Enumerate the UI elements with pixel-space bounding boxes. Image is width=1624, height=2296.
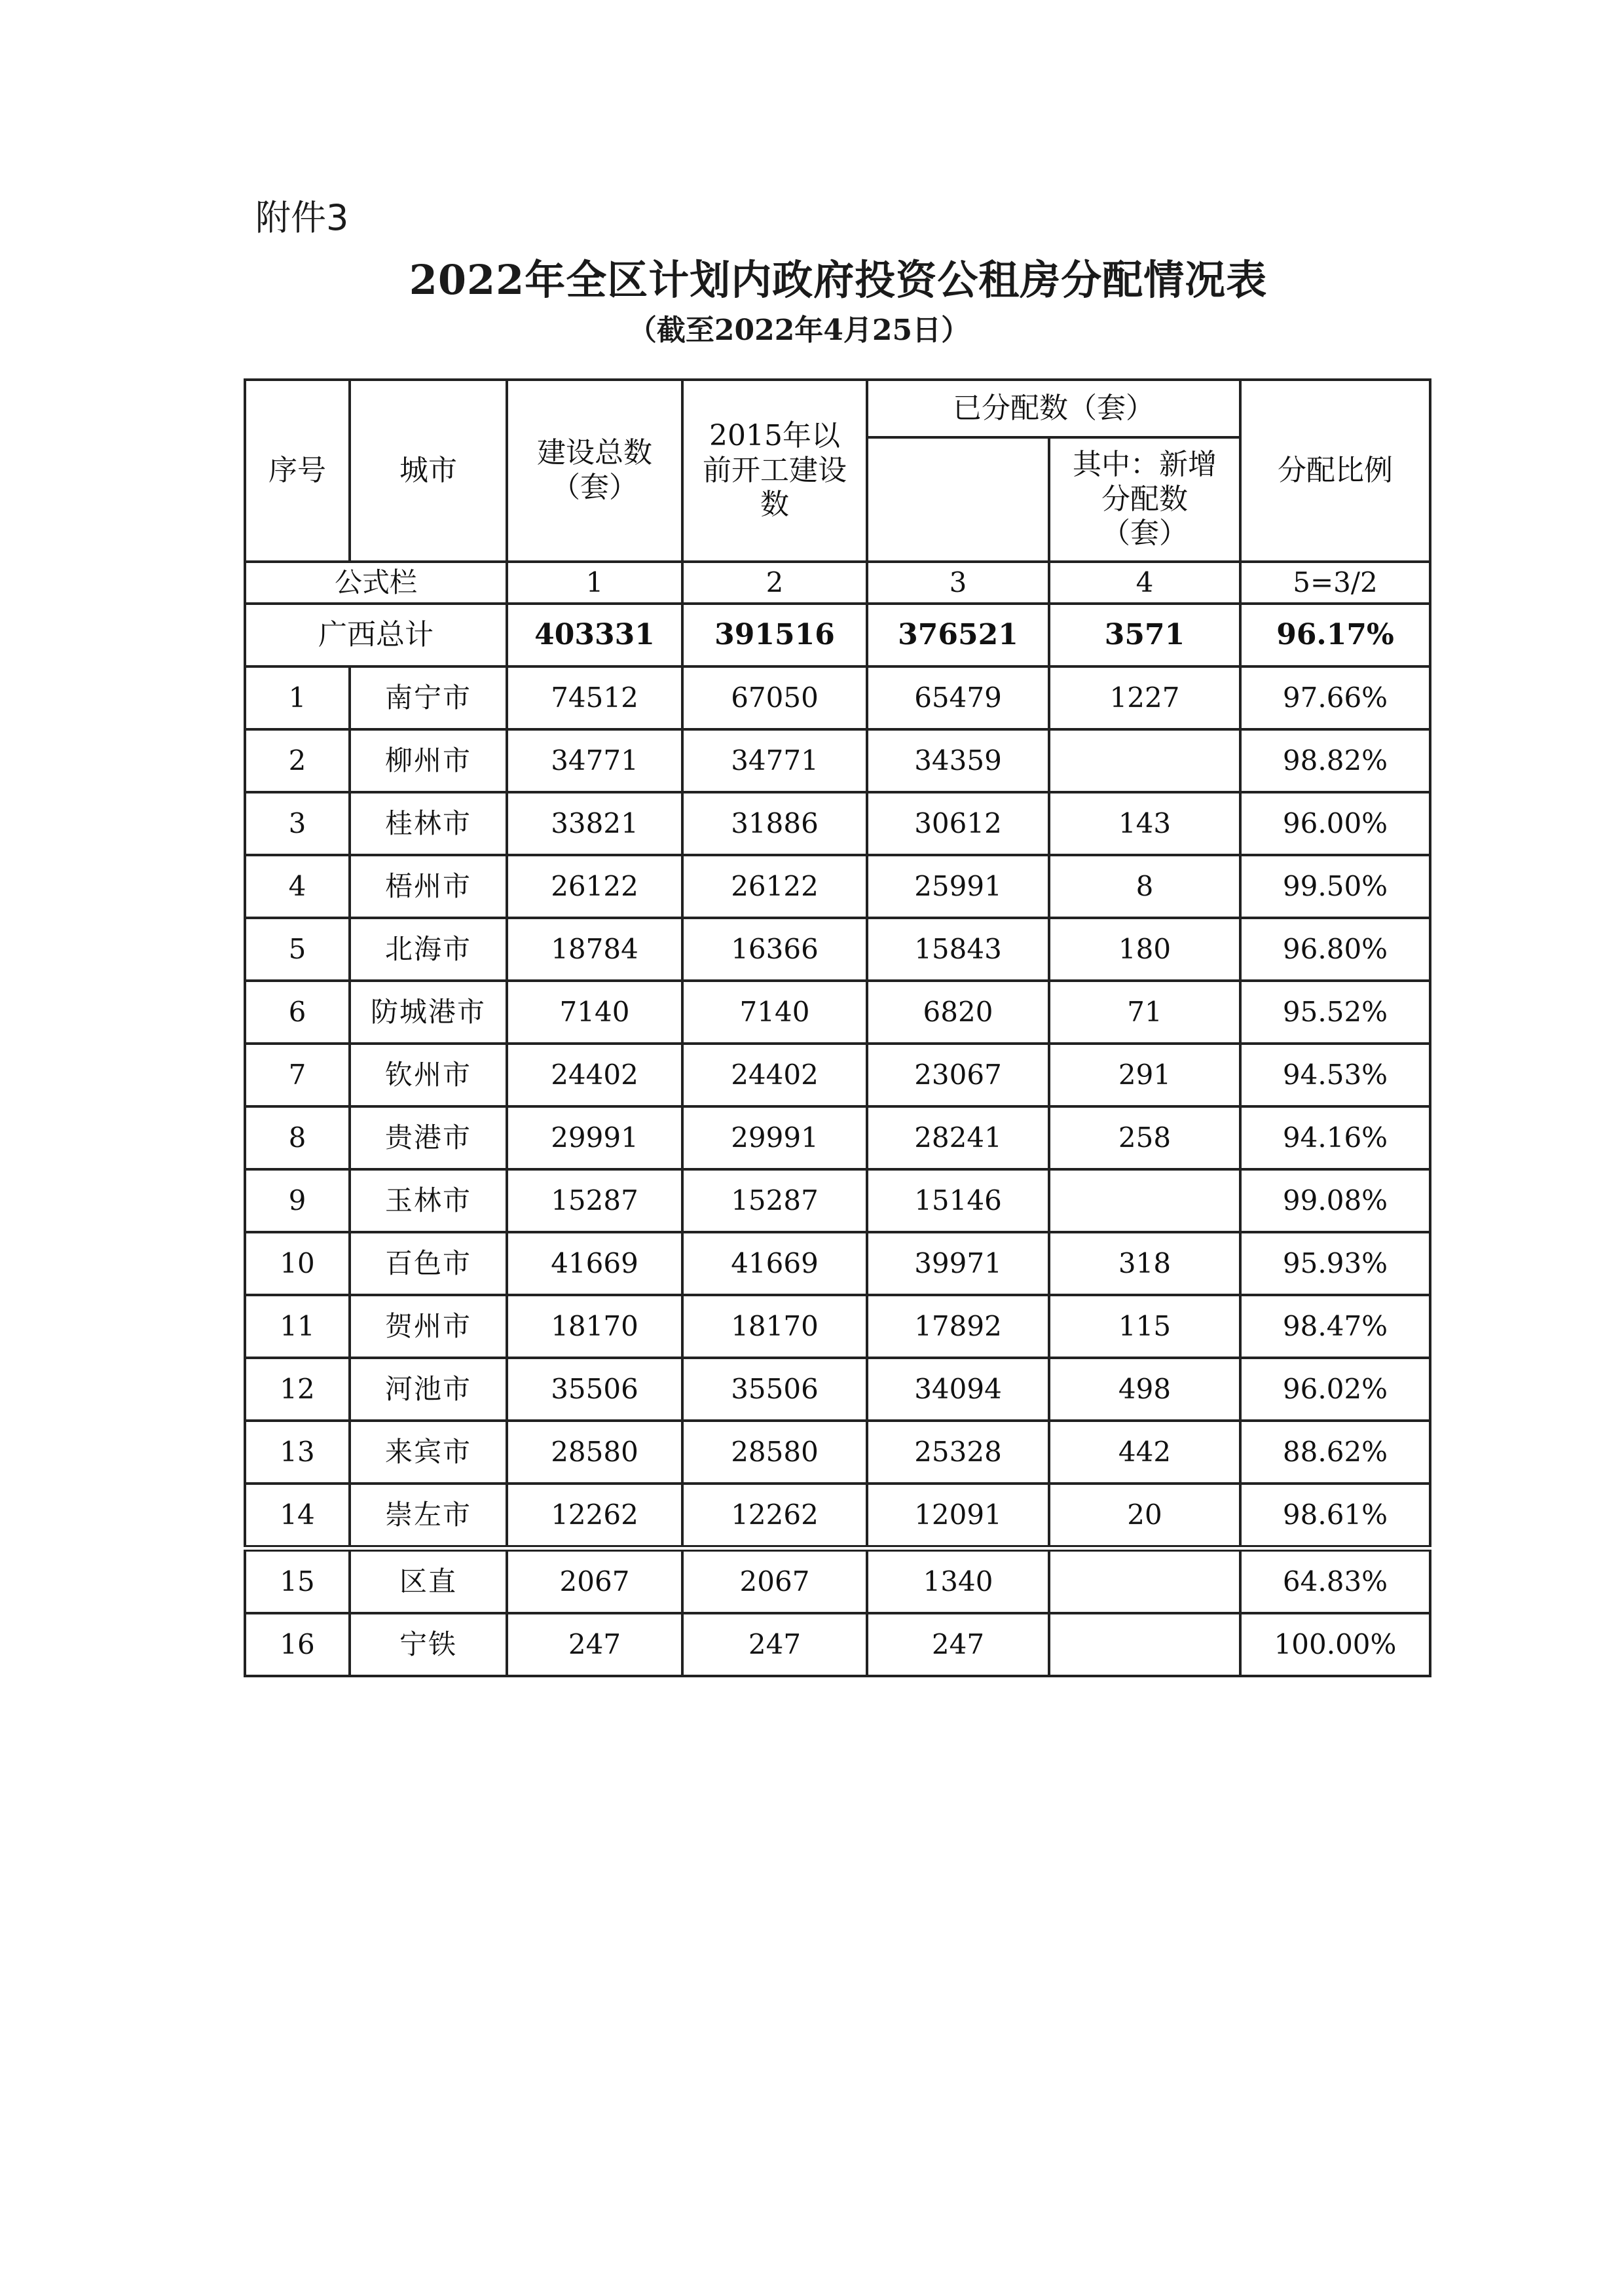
row-ratio: 95.52%	[1240, 981, 1430, 1044]
row-pre2015: 35506	[682, 1358, 867, 1421]
row-ratio: 95.93%	[1240, 1232, 1430, 1295]
row-new-allocated	[1049, 729, 1240, 792]
row-new-allocated	[1049, 1548, 1240, 1613]
row-total-built: 12262	[507, 1484, 682, 1548]
row-seq: 16	[245, 1613, 350, 1676]
table-row	[245, 1232, 1430, 1295]
header-total-built: 建设总数（套）	[507, 380, 682, 562]
row-pre2015: 2067	[682, 1548, 867, 1613]
row-allocated: 17892	[867, 1295, 1049, 1358]
row-total-built: 18784	[507, 918, 682, 981]
row-ratio: 64.83%	[1240, 1548, 1430, 1613]
row-total-built: 18170	[507, 1295, 682, 1358]
total-pre2015: 391516	[682, 604, 867, 666]
row-pre2015: 12262	[682, 1484, 867, 1548]
row-pre2015: 41669	[682, 1232, 867, 1295]
header-pre2015: 2015年以前开工建设数	[682, 380, 867, 562]
row-pre2015: 31886	[682, 792, 867, 855]
row-total-built: 74512	[507, 666, 682, 729]
formula-c2: 2	[682, 562, 867, 604]
row-ratio: 96.80%	[1240, 918, 1430, 981]
table-row	[245, 981, 1430, 1044]
row-city: 桂林市	[350, 792, 507, 855]
header-allocated: 已分配数（套）	[867, 380, 1240, 437]
table-row	[245, 855, 1430, 918]
row-city: 宁铁	[350, 1613, 507, 1676]
row-allocated: 15843	[867, 918, 1049, 981]
row-ratio: 99.08%	[1240, 1169, 1430, 1232]
row-allocated: 23067	[867, 1044, 1049, 1106]
header-city: 城市	[350, 380, 507, 562]
formula-c5: 5=3/2	[1240, 562, 1430, 604]
total-new-allocated: 3571	[1049, 604, 1240, 666]
row-seq: 8	[245, 1106, 350, 1169]
row-ratio: 98.47%	[1240, 1295, 1430, 1358]
row-pre2015: 67050	[682, 666, 867, 729]
row-new-allocated: 291	[1049, 1044, 1240, 1106]
row-pre2015: 16366	[682, 918, 867, 981]
row-allocated: 25991	[867, 855, 1049, 918]
row-pre2015: 26122	[682, 855, 867, 918]
row-ratio: 88.62%	[1240, 1421, 1430, 1484]
table-row	[245, 1106, 1430, 1169]
row-total-built: 24402	[507, 1044, 682, 1106]
row-new-allocated: 258	[1049, 1106, 1240, 1169]
row-allocated: 34094	[867, 1358, 1049, 1421]
table-row	[245, 792, 1430, 855]
row-new-allocated: 115	[1049, 1295, 1240, 1358]
row-allocated: 39971	[867, 1232, 1049, 1295]
formula-label: 公式栏	[245, 562, 507, 604]
row-pre2015: 34771	[682, 729, 867, 792]
row-allocated: 15146	[867, 1169, 1049, 1232]
row-city: 贵港市	[350, 1106, 507, 1169]
table-row	[245, 1421, 1430, 1484]
row-total-built: 15287	[507, 1169, 682, 1232]
formula-row	[245, 562, 1430, 604]
row-pre2015: 28580	[682, 1421, 867, 1484]
row-city: 河池市	[350, 1358, 507, 1421]
header-ratio: 分配比例	[1240, 380, 1430, 562]
row-total-built: 26122	[507, 855, 682, 918]
row-total-built: 35506	[507, 1358, 682, 1421]
row-city: 贺州市	[350, 1295, 507, 1358]
table-row	[245, 1295, 1430, 1358]
row-ratio: 98.61%	[1240, 1484, 1430, 1548]
header-new-allocated: 其中：新增分配数（套）	[1049, 437, 1240, 562]
row-new-allocated: 8	[1049, 855, 1240, 918]
row-allocated: 25328	[867, 1421, 1049, 1484]
row-ratio: 96.02%	[1240, 1358, 1430, 1421]
row-seq: 13	[245, 1421, 350, 1484]
row-city: 梧州市	[350, 855, 507, 918]
row-seq: 11	[245, 1295, 350, 1358]
row-city: 北海市	[350, 918, 507, 981]
document-title: 2022年全区计划内政府投资公租房分配情况表	[409, 256, 1268, 304]
total-ratio: 96.17%	[1240, 604, 1430, 666]
formula-c1: 1	[507, 562, 682, 604]
row-seq: 14	[245, 1484, 350, 1548]
row-allocated: 34359	[867, 729, 1049, 792]
table-row	[245, 1358, 1430, 1421]
row-new-allocated: 1227	[1049, 666, 1240, 729]
row-seq: 7	[245, 1044, 350, 1106]
row-allocated: 30612	[867, 792, 1049, 855]
row-seq: 4	[245, 855, 350, 918]
row-seq: 1	[245, 666, 350, 729]
row-ratio: 100.00%	[1240, 1613, 1430, 1676]
row-total-built: 28580	[507, 1421, 682, 1484]
row-ratio: 94.53%	[1240, 1044, 1430, 1106]
row-allocated: 1340	[867, 1548, 1049, 1613]
row-allocated: 65479	[867, 666, 1049, 729]
row-allocated: 28241	[867, 1106, 1049, 1169]
row-city: 崇左市	[350, 1484, 507, 1548]
table-row	[245, 1044, 1430, 1106]
formula-c3: 3	[867, 562, 1049, 604]
row-city: 区直	[350, 1548, 507, 1613]
row-city: 防城港市	[350, 981, 507, 1044]
row-seq: 5	[245, 918, 350, 981]
row-seq: 10	[245, 1232, 350, 1295]
row-city: 百色市	[350, 1232, 507, 1295]
row-ratio: 99.50%	[1240, 855, 1430, 918]
row-total-built: 247	[507, 1613, 682, 1676]
row-new-allocated	[1049, 1613, 1240, 1676]
total-built: 403331	[507, 604, 682, 666]
table-row	[245, 1548, 1430, 1613]
row-ratio: 96.00%	[1240, 792, 1430, 855]
row-city: 钦州市	[350, 1044, 507, 1106]
row-new-allocated: 20	[1049, 1484, 1240, 1548]
row-seq: 2	[245, 729, 350, 792]
header-seq: 序号	[245, 380, 350, 562]
row-seq: 12	[245, 1358, 350, 1421]
table-row	[245, 918, 1430, 981]
row-total-built: 33821	[507, 792, 682, 855]
row-pre2015: 247	[682, 1613, 867, 1676]
row-city: 玉林市	[350, 1169, 507, 1232]
table-row	[245, 666, 1430, 729]
document-subtitle: （截至2022年4月25日）	[627, 314, 970, 347]
row-seq: 6	[245, 981, 350, 1044]
row-pre2015: 18170	[682, 1295, 867, 1358]
table-row	[245, 729, 1430, 792]
row-total-built: 29991	[507, 1106, 682, 1169]
row-new-allocated: 143	[1049, 792, 1240, 855]
row-new-allocated: 318	[1049, 1232, 1240, 1295]
row-new-allocated: 442	[1049, 1421, 1240, 1484]
row-ratio: 98.82%	[1240, 729, 1430, 792]
row-seq: 9	[245, 1169, 350, 1232]
total-label: 广西总计	[245, 604, 507, 666]
row-city: 柳州市	[350, 729, 507, 792]
header-allocated-spacer	[867, 437, 1049, 562]
row-total-built: 41669	[507, 1232, 682, 1295]
row-seq: 3	[245, 792, 350, 855]
row-allocated: 247	[867, 1613, 1049, 1676]
row-ratio: 94.16%	[1240, 1106, 1430, 1169]
table-row	[245, 1484, 1430, 1548]
formula-c4: 4	[1049, 562, 1240, 604]
total-row	[245, 604, 1430, 666]
row-pre2015: 15287	[682, 1169, 867, 1232]
row-new-allocated: 498	[1049, 1358, 1240, 1421]
row-allocated: 12091	[867, 1484, 1049, 1548]
row-total-built: 7140	[507, 981, 682, 1044]
row-ratio: 97.66%	[1240, 666, 1430, 729]
row-seq: 15	[245, 1548, 350, 1613]
allocation-table	[244, 378, 1431, 1677]
row-allocated: 6820	[867, 981, 1049, 1044]
row-total-built: 34771	[507, 729, 682, 792]
row-pre2015: 29991	[682, 1106, 867, 1169]
table-row	[245, 1613, 1430, 1676]
row-city: 来宾市	[350, 1421, 507, 1484]
row-new-allocated	[1049, 1169, 1240, 1232]
attachment-label: 附件3	[255, 197, 349, 238]
row-pre2015: 24402	[682, 1044, 867, 1106]
row-city: 南宁市	[350, 666, 507, 729]
table-row	[245, 1169, 1430, 1232]
row-new-allocated: 71	[1049, 981, 1240, 1044]
total-allocated: 376521	[867, 604, 1049, 666]
row-pre2015: 7140	[682, 981, 867, 1044]
row-new-allocated: 180	[1049, 918, 1240, 981]
row-total-built: 2067	[507, 1548, 682, 1613]
